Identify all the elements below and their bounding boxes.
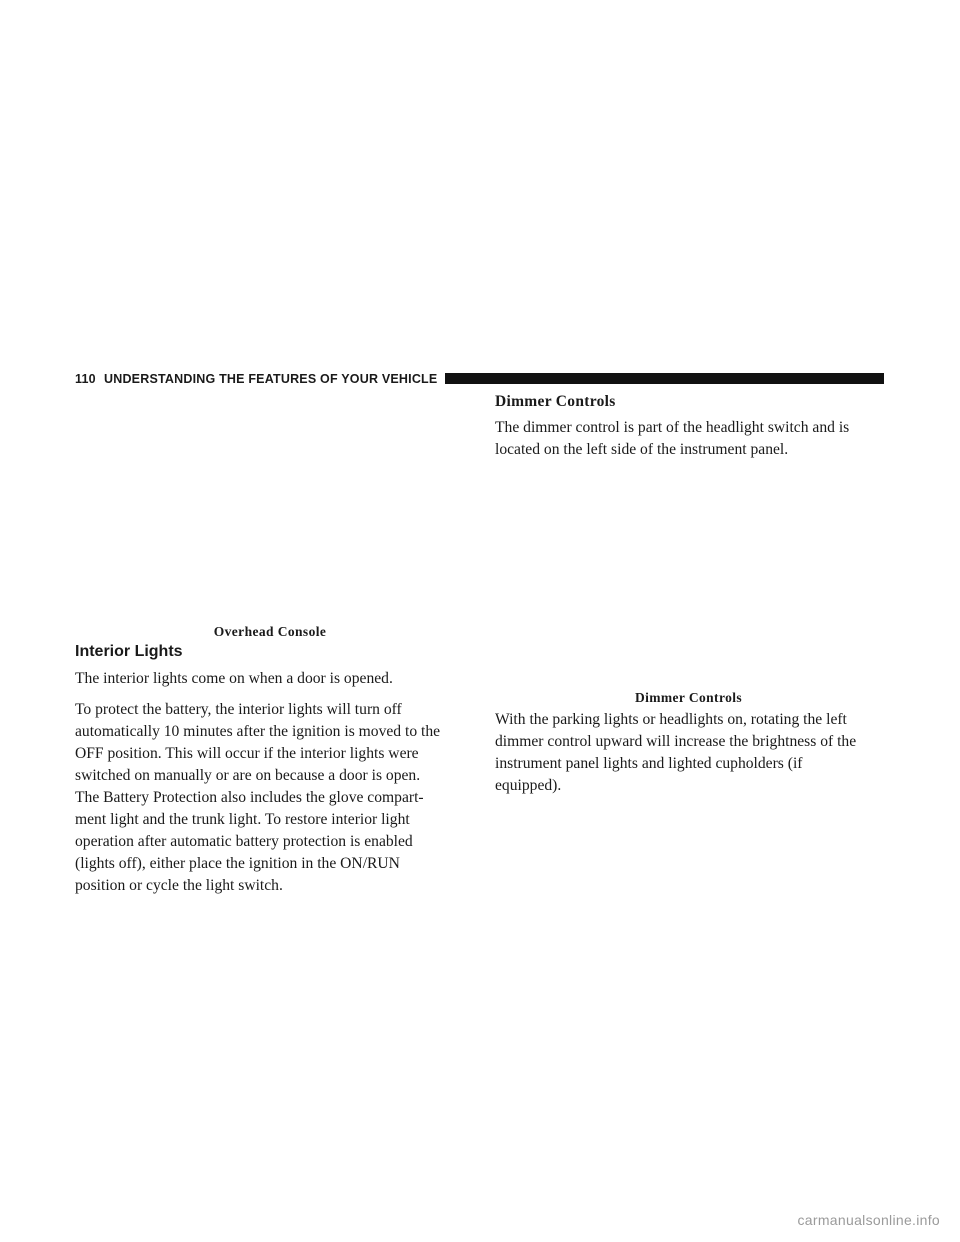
heading-dimmer-controls: Dimmer Controls	[495, 393, 616, 410]
text-line: located on the left side of the instrument panel.	[495, 441, 789, 458]
text-line: instrument panel lights and lighted cupholders (if	[495, 755, 803, 772]
text-line: operation after automatic battery protection is enabled	[75, 833, 413, 850]
figure-caption-dimmer-controls: Dimmer Controls	[634, 690, 743, 705]
text-line: equipped).	[495, 777, 562, 794]
text-line: ment light and the trunk light. To restore interior light	[75, 811, 410, 828]
watermark: carmanualsonline.info	[797, 1212, 940, 1228]
page-number: 110	[75, 372, 96, 386]
figure-caption-overhead-console: Overhead Console	[213, 624, 327, 639]
text-line: The interior lights come on when a door is opened.	[75, 670, 393, 687]
heading-interior-lights: Interior Lights	[75, 643, 183, 660]
text-line: dimmer control upward will increase the brightness of the	[495, 733, 857, 750]
text-line: (lights off), either place the ignition in the ON/RUN	[75, 855, 400, 872]
text-line: automatically 10 minutes after the ignition is moved to the	[75, 723, 441, 740]
header-rule	[445, 373, 884, 384]
section-title: UNDERSTANDING THE FEATURES OF YOUR VEHICLE	[104, 372, 438, 386]
text-line: switched on manually or are on because a door is open.	[75, 767, 421, 784]
paragraph-dimmer-usage	[495, 709, 882, 797]
text-line: OFF position. This will occur if the interior lights were	[75, 745, 419, 762]
text-line: The dimmer control is part of the headlight switch and is	[495, 419, 850, 436]
paragraph-battery-protection	[75, 699, 463, 897]
text-line: The Battery Protection also includes the glove compart-	[75, 789, 424, 806]
text-line: With the parking lights or headlights on, rotating the left	[495, 711, 847, 728]
text-line: position or cycle the light switch.	[75, 877, 283, 894]
paragraph-interior-lights-intro	[75, 668, 463, 690]
text-line: To protect the battery, the interior lights will turn off	[75, 701, 402, 718]
paragraph-dimmer-location	[495, 417, 882, 461]
